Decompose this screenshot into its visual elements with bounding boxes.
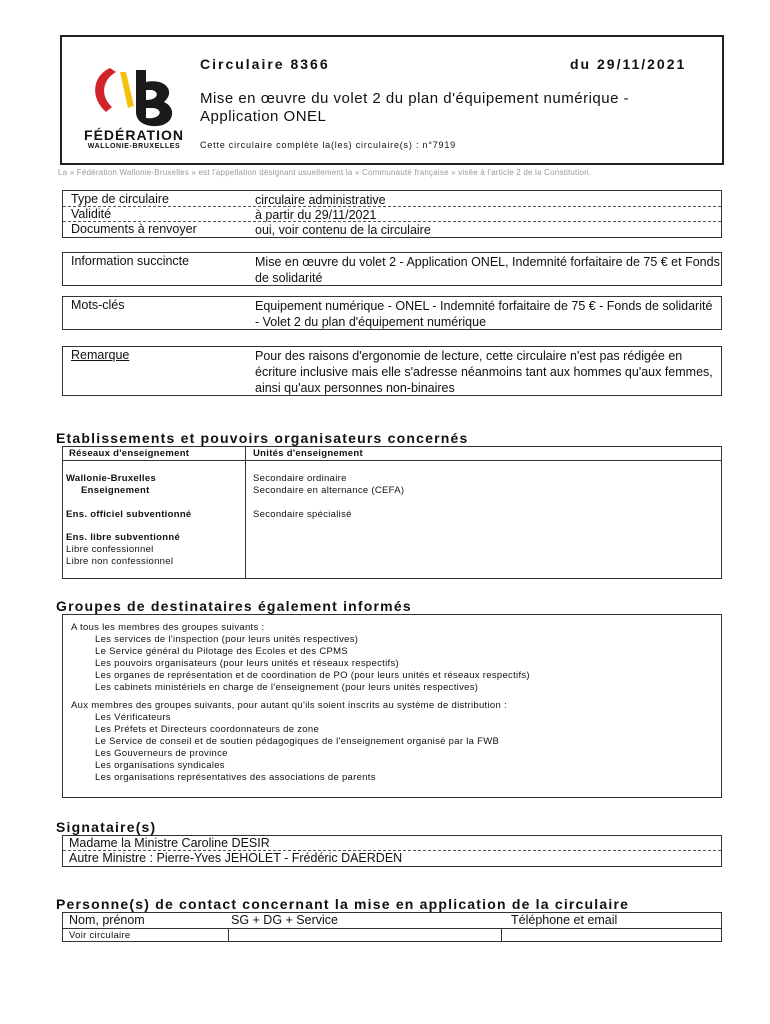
group-item: Les pouvoirs organisateurs (pour leurs unités et réseaux respectifs) xyxy=(95,658,399,669)
info-box-summary xyxy=(62,252,722,286)
summary-value: Mise en œuvre du volet 2 - Application ONEL, Indemnité forfaitaire de 75 € et Fonds de solidarité xyxy=(255,255,720,285)
info-box-remark xyxy=(62,346,722,396)
logo-black-b xyxy=(136,70,172,126)
group-item: Les organisations représentatives des associations de parents xyxy=(95,772,376,783)
network-official: Ens. officiel subventionné xyxy=(66,509,192,520)
contacts-col-phone: Téléphone et email xyxy=(511,913,618,927)
group-item: Les organisations syndicales xyxy=(95,760,225,771)
group-item: Les cabinets ministériels en charge de l'enseignement (pour leurs unités respectives) xyxy=(95,682,479,693)
type-value: circulaire administrative xyxy=(255,193,386,207)
network-wb-line2: Enseignement xyxy=(81,485,150,496)
unit-secondary-alternance: Secondaire en alternance (CEFA) xyxy=(253,485,405,496)
col-networks-header: Réseaux d'enseignement xyxy=(69,448,190,459)
remark-label: Remarque xyxy=(71,348,130,362)
signatories-title: Signataire(s) xyxy=(56,819,157,835)
contacts-col-service: SG + DG + Service xyxy=(231,913,338,927)
keywords-label: Mots-clés xyxy=(71,298,125,312)
remark-value: Pour des raisons d'ergonomie de lecture, cette circulaire n'est pas rédigée en écriture inclusive mais elle s'adresse néanmoins tant aux hommes qu'aux femmes, ainsi qu'aux personnes non-binaires xyxy=(255,349,713,395)
logo-line2: WALLONIE-BRUXELLES xyxy=(87,143,181,150)
signatory-1: Madame la Ministre Caroline DESIR xyxy=(69,836,270,850)
group-item: Les Préfets et Directeurs coordonnateurs de zone xyxy=(95,724,320,735)
network-wb: Wallonie-Bruxelles xyxy=(66,473,157,484)
info-box-keywords xyxy=(62,296,722,330)
network-free: Ens. libre subventionné xyxy=(66,532,181,543)
network-free-confessional: Libre confessionnel xyxy=(66,544,154,555)
docs-label: Documents à renvoyer xyxy=(71,222,197,236)
circular-date: du 29/11/2021 xyxy=(570,56,687,72)
logo-yellow-stroke xyxy=(120,72,134,108)
validity-value: à partir du 29/11/2021 xyxy=(255,208,377,222)
logo-line1: FÉDÉRATION xyxy=(84,127,184,143)
groups-intro-1: A tous les membres des groupes suivants : xyxy=(71,622,265,633)
contacts-row-1: Voir circulaire xyxy=(69,930,131,941)
contacts-title: Personne(s) de contact concernant la mise en application de la circulaire xyxy=(56,896,630,912)
group-item: Le Service de conseil et de soutien pédagogiques de l'enseignement organisé par la FWB xyxy=(95,736,500,747)
summary-label: Information succincte xyxy=(71,254,190,268)
group-item: Le Service général du Pilotage des Ecoles et des CPMS xyxy=(95,646,349,657)
contacts-table xyxy=(62,912,722,942)
circular-title: Mise en œuvre du volet 2 du plan d'équipement numérique - Application ONEL xyxy=(200,90,630,125)
contacts-col-name: Nom, prénom xyxy=(69,913,145,927)
type-label: Type de circulaire xyxy=(71,192,169,206)
logo-red-stroke xyxy=(95,68,116,112)
federation-note: La « Fédération Wallonie-Bruxelles » est l'appellation désignant usuellement la « Communauté française » visée à l'article 2 de la Constitution. xyxy=(58,168,592,177)
groups-title: Groupes de destinataires également informés xyxy=(56,598,412,614)
unit-secondary-ordinary: Secondaire ordinaire xyxy=(253,473,347,484)
circular-number: Circulaire 8366 xyxy=(200,56,330,72)
group-item: Les organes de représentation et de coordination de PO (pour leurs unités et réseaux respectifs) xyxy=(95,670,530,681)
establishments-table xyxy=(62,446,722,579)
signatories-box xyxy=(62,835,722,867)
groups-box xyxy=(62,614,722,798)
groups-intro-2: Aux membres des groupes suivants, pour autant qu'ils soient inscrits au système de distribution : xyxy=(71,700,507,711)
group-item: Les Vérificateurs xyxy=(95,712,171,723)
group-item: Les services de l'inspection (pour leurs unités respectives) xyxy=(95,634,359,645)
docs-value: oui, voir contenu de la circulaire xyxy=(255,223,431,237)
group-item: Les Gouverneurs de province xyxy=(95,748,228,759)
signatory-2: Autre Ministre : Pierre-Yves JEHOLET - Frédéric DAERDEN xyxy=(69,851,403,865)
network-free-nonconfessional: Libre non confessionnel xyxy=(66,556,174,567)
keywords-value: Equipement numérique - ONEL - Indemnité forfaitaire de 75 € - Fonds de solidarité - Volet 2 du plan d'équipement numérique xyxy=(255,299,713,329)
info-box-type xyxy=(62,190,722,238)
establishments-title: Etablissements et pouvoirs organisateurs concernés xyxy=(56,430,469,446)
unit-secondary-special: Secondaire spécialisé xyxy=(253,509,352,520)
circular-complements: Cette circulaire complète la(les) circulaire(s) : n°7919 xyxy=(200,140,456,150)
validity-label: Validité xyxy=(71,207,112,221)
col-units-header: Unités d'enseignement xyxy=(253,448,363,459)
